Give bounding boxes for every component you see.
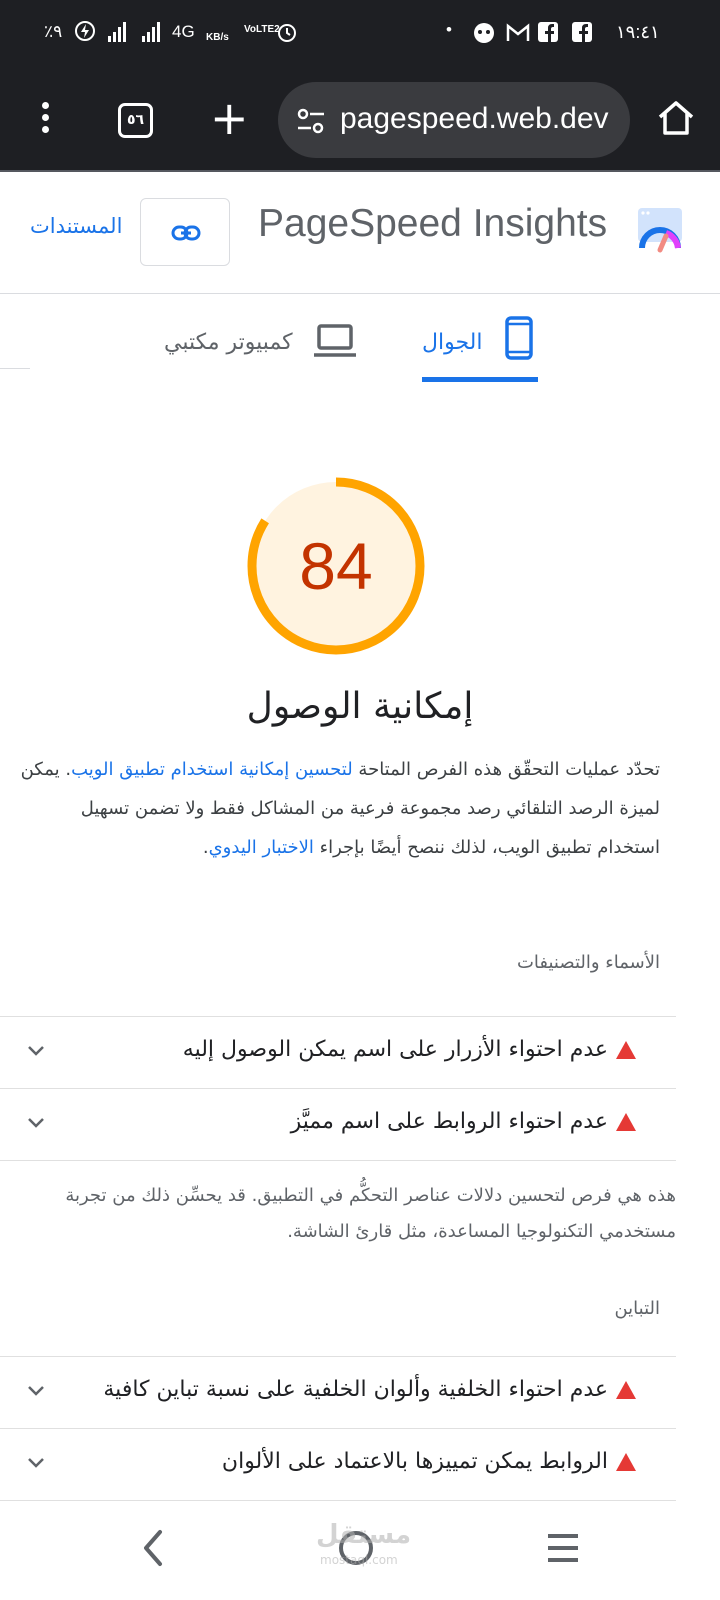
desc-text: . [202,837,209,858]
chevron-down-icon[interactable] [26,1041,46,1061]
copy-link-button[interactable] [140,198,230,266]
device-tabs [0,294,720,384]
audit-row[interactable] [0,1016,676,1088]
alarm-icon [276,21,298,43]
desc-text: . يمكن لميزة الرصد التلقائي رصد مجموعة فرعية من المشاكل فقط ولا تضمن تسهيل استخدام تطبيق الويب، لذلك ننصح أيضًا بإجراء [20,759,660,858]
category-description [14,750,660,867]
notification-dot: • [446,20,452,39]
audit-title[interactable]: عدم احتواء الخلفية وألوان الخلفية على نسبة تباين كافية [103,1377,608,1402]
wifi-signal-icon [108,20,126,42]
desc-link-manual-testing[interactable]: الاختبار اليدوي [208,837,314,858]
desc-link-usability[interactable]: لتحسين إمكانية استخدام تطبيق الويب [71,759,353,780]
back-icon[interactable] [140,1528,166,1568]
red-triangle-icon [616,1453,636,1471]
group-title: التباين [614,1298,660,1319]
score-gauge [244,474,428,658]
browser-toolbar [0,70,720,172]
gmail-icon [506,23,530,43]
desc-text: تحدّد عمليات التحقّق هذه الفرص المتاحة [352,759,660,780]
audit-title[interactable]: الروابط يمكن تمييزها بالاعتماد على الألوان [221,1449,608,1474]
network-type: 4G [172,22,195,41]
battery-saver-icon [74,20,96,42]
facebook-icon [538,22,558,42]
score-value: 84 [299,529,373,603]
group-title: الأسماء والتصنيفات [516,952,660,973]
new-tab-button[interactable]: + [210,91,249,145]
chevron-down-icon[interactable] [26,1113,46,1133]
url-text[interactable]: pagespeed.web.dev [340,102,609,135]
tab-divider [0,368,30,369]
app-notification-icon [472,21,496,45]
tab-switcher-button[interactable]: ٥٦ [118,103,153,138]
clock: ١٩:٤١ [616,22,660,42]
red-triangle-icon [616,1041,636,1059]
cell-signal-icon [142,20,160,42]
group-description: هذه هي فرص لتحسين دلالات عناصر التحكُّم في التطبيق. قد يحسِّن ذلك من تجربة مستخدمي التكنولوجيا المساعدة، مثل قارئ الشاشة. [65,1185,676,1242]
divider [0,1160,676,1161]
audit-title[interactable]: عدم احتواء الأزرار على اسم يمكن الوصول إليه [182,1037,608,1062]
link-icon [171,219,201,247]
tab-mobile[interactable] [422,316,538,382]
smartphone-icon [504,316,534,360]
address-bar[interactable] [278,82,630,158]
laptop-icon [314,324,356,358]
watermark-url: mostaql.com [320,1553,398,1567]
tab-desktop-label: كمبيوتر مكتبي [164,330,293,355]
battery-percent: ٪٩ [44,22,63,41]
category-title: إمكانية الوصول [246,686,474,727]
tab-mobile-label: الجوال [422,330,483,355]
home-icon[interactable] [656,98,696,138]
data-speed: KB/s [206,32,229,43]
status-bar [0,0,720,70]
red-triangle-icon [616,1381,636,1399]
tune-icon[interactable] [296,107,326,135]
audit-row[interactable] [0,1428,676,1500]
chevron-down-icon[interactable] [26,1453,46,1473]
recents-icon[interactable] [546,1532,580,1564]
divider [0,1500,676,1501]
audit-row[interactable] [0,1356,676,1428]
more-vert-icon[interactable] [38,102,52,138]
watermark-logo: مستقل [316,1520,412,1550]
facebook-icon [572,22,592,42]
brand-title[interactable]: PageSpeed Insights [258,202,608,245]
psi-header [0,172,720,294]
red-triangle-icon [616,1113,636,1131]
volte-badge: VoLTE2 [244,24,280,35]
audit-title[interactable]: عدم احتواء الروابط على اسم مميَّز [290,1109,608,1134]
tab-desktop[interactable] [164,316,364,382]
chevron-down-icon[interactable] [26,1381,46,1401]
pagespeed-logo-icon[interactable] [636,206,684,254]
docs-link[interactable]: المستندات [30,214,123,238]
audit-row[interactable] [0,1088,676,1160]
